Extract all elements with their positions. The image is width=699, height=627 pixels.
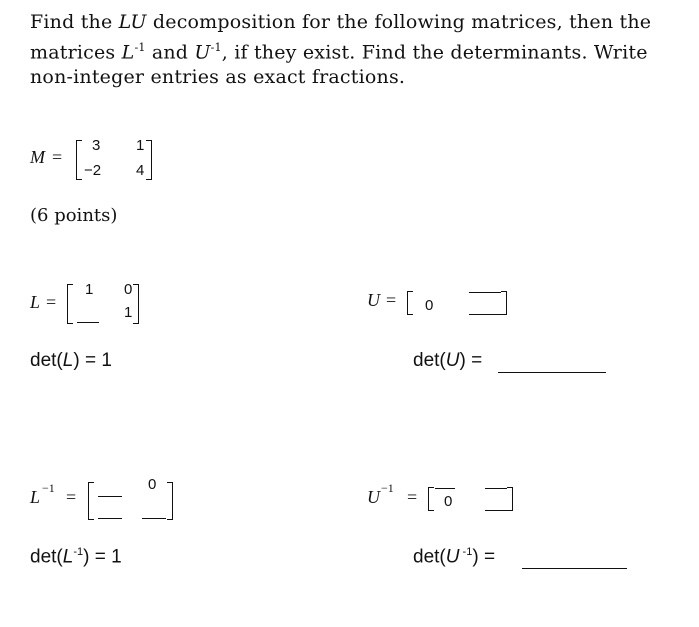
- matrix-u-inverse-label: U: [367, 487, 380, 507]
- matrix-l-right-bracket: [133, 284, 139, 324]
- det-l-equals: =: [84, 350, 97, 371]
- instructions-text-1: Find the: [30, 11, 119, 33]
- matrix-l-inverse-equals: =: [66, 487, 77, 507]
- matrix-u-r2c2-blank[interactable]: [469, 314, 501, 315]
- matrix-m-right-bracket: [146, 140, 152, 180]
- matrix-u-label: U: [367, 290, 380, 310]
- det-u: [413, 350, 482, 372]
- matrix-l-left-bracket: [67, 284, 73, 324]
- matrix-l-equals: =: [46, 292, 57, 312]
- matrix-u-r1c2-blank[interactable]: [469, 292, 501, 293]
- matrix-u-inverse: [367, 480, 527, 520]
- det-l-inverse-sup: -1: [73, 546, 84, 558]
- matrix-l-inverse-r2c2-blank[interactable]: [142, 518, 166, 519]
- det-u-inverse-sup: -1: [459, 546, 473, 558]
- det-l: [30, 350, 112, 372]
- matrix-l-inverse-label: L: [30, 487, 41, 507]
- matrix-u-inverse-r1c1-blank[interactable]: [435, 488, 455, 489]
- det-u-inverse-equals: =: [483, 546, 496, 568]
- instructions-text-3: , if they exist. Find the determinants. Write non-integer entries as exact fractions.: [30, 41, 648, 89]
- det-u-suffix: ): [459, 350, 466, 371]
- matrix-l-r2c1-blank[interactable]: [77, 322, 99, 323]
- instructions-and: and: [145, 41, 195, 64]
- matrix-m-r1c2: 1: [136, 137, 145, 154]
- matrix-l-inverse-left-bracket: [88, 482, 94, 520]
- matrix-u-left-bracket: [407, 291, 413, 315]
- det-u-equals: =: [471, 350, 483, 371]
- points-label: (6 points): [30, 205, 118, 226]
- matrix-l-r1c1: 1: [85, 281, 94, 298]
- matrix-m: [30, 135, 170, 185]
- det-u-inverse-prefix: det(: [413, 546, 446, 568]
- matrix-l-inverse: [30, 477, 200, 522]
- instructions: [30, 10, 670, 90]
- det-u-inverse-suffix: ): [472, 546, 479, 568]
- instructions-lu: LU: [118, 11, 147, 33]
- det-l-inverse: [30, 546, 122, 568]
- matrix-u-inverse-sup: −1: [381, 481, 394, 495]
- matrix-l-inverse-r1c2: 0: [148, 476, 157, 493]
- matrix-l-inverse-right-bracket: [167, 482, 173, 520]
- instructions-inv-1: -1: [134, 41, 146, 54]
- matrix-u-inverse-left-bracket: [428, 487, 434, 511]
- matrix-m-label: M: [30, 147, 45, 167]
- instructions-l: L: [121, 41, 135, 64]
- instructions-inv-2: -1: [210, 41, 222, 54]
- matrix-u-inverse-r1c1: 0: [444, 493, 453, 510]
- matrix-u-r1c1: 0: [425, 297, 434, 314]
- matrix-l-inverse-sup: −1: [42, 481, 55, 495]
- matrix-m-r2c1: −2: [84, 162, 102, 179]
- matrix-u-inverse-r1c2-blank[interactable]: [485, 488, 507, 489]
- det-u-inverse: [413, 546, 495, 568]
- matrix-u: [367, 285, 527, 325]
- matrix-u-inverse-r2c2-blank[interactable]: [485, 510, 507, 511]
- det-l-inverse-equals: =: [94, 546, 106, 568]
- matrix-l-inverse-r1c1-blank[interactable]: [98, 496, 122, 497]
- matrix-m-r1c1: 3: [92, 137, 101, 154]
- matrix-l-inverse-r2c1-blank[interactable]: [98, 518, 122, 519]
- matrix-u-equals: =: [386, 290, 397, 310]
- det-l-inverse-suffix: ): [83, 546, 90, 568]
- det-l-inverse-value: 1: [111, 546, 122, 568]
- instructions-u: U: [194, 41, 211, 64]
- det-l-var: L: [62, 350, 74, 371]
- matrix-l-r2c2: 1: [124, 304, 133, 321]
- det-u-inverse-answer-blank[interactable]: [522, 568, 627, 569]
- matrix-l-label: L: [30, 292, 41, 312]
- det-l-value: 1: [101, 350, 112, 371]
- matrix-m-equals: =: [52, 147, 63, 167]
- matrix-u-inverse-right-bracket: [507, 487, 513, 511]
- instructions-text-2: decomposition for the following matrices, then the matrices: [30, 11, 652, 64]
- det-u-prefix: det(: [413, 350, 446, 371]
- det-u-inverse-var: U: [445, 546, 460, 568]
- matrix-m-r2c2: 4: [136, 162, 145, 179]
- det-u-answer-blank[interactable]: [498, 372, 606, 373]
- matrix-l: [30, 282, 170, 327]
- matrix-m-left-bracket: [76, 140, 82, 180]
- det-u-var: U: [445, 350, 460, 371]
- det-l-inverse-var: L: [62, 546, 74, 568]
- matrix-u-inverse-equals: =: [407, 487, 418, 507]
- det-l-inverse-prefix: det(: [30, 546, 63, 568]
- matrix-l-r1c2: 0: [124, 281, 133, 298]
- matrix-u-right-bracket: [501, 291, 507, 315]
- det-l-suffix: ): [73, 350, 80, 371]
- det-l-prefix: det(: [30, 350, 63, 371]
